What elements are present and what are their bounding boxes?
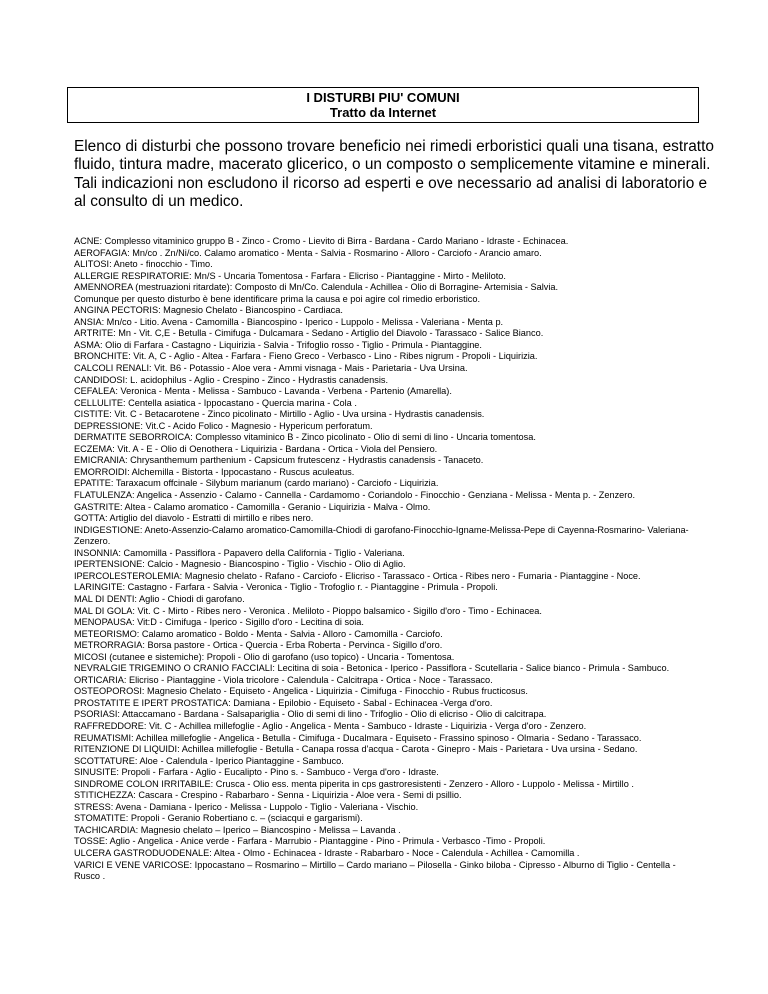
remedy-entry: STOMATITE: Propoli - Geranio Robertiano c. – (sciacqui e gargarismi). (74, 813, 363, 824)
remedy-entry: CELLULITE: Centella asiatica - Ippocastano - Quercia marina - Cola . (74, 397, 357, 408)
remedy-entry: DEPRESSIONE: Vit.C - Acido Folico - Magnesio - Hypericum perforatum. (74, 420, 373, 431)
remedy-entry: ALITOSI: Aneto - finocchio - Timo. (74, 259, 213, 270)
remedy-entry: Comunque per questo disturbo è bene identificare prima la causa e poi agire col rimedio erboristico. (74, 293, 481, 304)
remedy-entry: ORTICARIA: Elicriso - Piantaggine - Viola tricolore - Calendula - Calcitrapa - Ortica - Noce - Tarassaco. (74, 674, 493, 685)
remedy-list (74, 236, 704, 883)
page-subtitle: Tratto da Internet (329, 105, 437, 120)
remedy-entry: AEROFAGIA: Mn/co . Zn/Ni/co. Calamo aromatico - Menta - Salvia - Rosmarino - Alloro - Carciofo - Arancio amaro. (74, 247, 542, 258)
intro-paragraph: Tali indicazioni non escludono il ricorso ad esperti e ove necessario ad analisi di laboratorio e al consulto di un medico. (74, 174, 708, 210)
remedy-entry: IPERCOLESTEROLEMIA: Magnesio chelato - Rafano - Carciofo - Elicriso - Tarassaco - Ortica - Ribes nero - Fumaria - Piantaggine - Noce. (74, 570, 641, 581)
remedy-entry: SINUSITE: Propoli - Farfara - Aglio - Eucalipto - Pino s. - Sambuco - Verga d'oro - Idraste. (74, 767, 439, 778)
remedy-entry: INSONNIA: Camomilla - Passiflora - Papavero della California - Tiglio - Valeriana. (74, 547, 405, 558)
remedy-entry: EPATITE: Taraxacum offcinale - Silybum marianum (cardo mariano) - Carciofo - Liquirizia. (74, 478, 439, 489)
page-title: I DISTURBI PIU' COMUNI (306, 90, 460, 105)
remedy-entry: ULCERA GASTRODUODENALE: Altea - Olmo - Echinacea - Idraste - Rabarbaro - Noce - Calendula - Achillea - Camomilla . (74, 847, 580, 858)
remedy-entry: GASTRITE: Altea - Calamo aromatico - Camomilla - Geranio - Liquirizia - Malva - Olmo. (74, 501, 431, 512)
title-box (67, 87, 699, 123)
remedy-entry: ARTRITE: Mn - Vit. C,E - Betulla - Cimifuga - Dulcamara - Sedano - Artiglio del Diavolo - Tarassaco - Salice Bianco. (74, 328, 544, 339)
remedy-entry: NEVRALGIE TRIGEMINO O CRANIO FACCIALI: Lecitina di soia - Betonica - Iperico - Passiflora - Scutellaria - Salice bianco - Primula - Sambuco. (74, 663, 670, 674)
remedy-entry: STRESS: Avena - Damiana - Iperico - Melissa - Luppolo - Tiglio - Valeriana - Vischio. (74, 801, 419, 812)
remedy-entry: SCOTTATURE: Aloe - Calendula - Iperico Piantaggine - Sambuco. (74, 755, 344, 766)
remedy-entry: ALLERGIE RESPIRATORIE: Mn/S - Uncaria Tomentosa - Farfara - Elicriso - Piantaggine - Mirto - Meliloto. (74, 270, 506, 281)
remedy-entry: EMICRANIA: Chrysanthemum parthenium - Capsicum frutescenz - Hydrastis canadensis - Tanaceto. (74, 455, 484, 466)
remedy-entry: METEORISMO: Calamo aromatico - Boldo - Menta - Salvia - Alloro - Camomilla - Carciofo. (74, 628, 443, 639)
remedy-entry: CALCOLI RENALI: Vit. B6 - Potassio - Aloe vera - Ammi visnaga - Mais - Parietaria - Uva Ursina. (74, 363, 468, 374)
remedy-entry: PSORIASI: Attaccamano - Bardana - Salsapariglia - Olio di semi di lino - Trifoglio - Olio di elicriso - Olio di calcitrapa. (74, 709, 547, 720)
remedy-entry: TOSSE: Aglio - Angelica - Anice verde - Farfara - Marrubio - Piantaggine - Pino - Primula - Verbasco -Timo - Propoli. (74, 836, 546, 847)
remedy-entry: OSTEOPOROSI: Magnesio Chelato - Equiseto - Angelica - Liquirizia - Cimifuga - Finocchio - Rubus fructicosus. (74, 686, 528, 697)
remedy-entry: PROSTATITE E IPERT PROSTATICA: Damiana - Epilobio - Equiseto - Sabal - Echinacea -Verga d'oro. (74, 697, 493, 708)
remedy-entry: CEFALEA: Veronica - Menta - Melissa - Sambuco - Lavanda - Verbena - Partenio (Amarella). (74, 386, 452, 397)
remedy-entry: ASMA: Olio di Farfara - Castagno - Liquirizia - Salvia - Trifoglio rosso - Tiglio - Primula - Piantaggine. (74, 339, 482, 350)
remedy-entry: MAL DI GOLA: Vit. C - Mirto - Ribes nero - Veronica . Meliloto - Pioppo balsamico - Sigillo d'oro - Timo - Echinacea. (74, 605, 542, 616)
intro-paragraph: Elenco di disturbi che possono trovare beneficio nei rimedi erboristici quali una tisana, estratto fluido, tintura madre, macerato glicerico, o un composto o semplicemente vitamine e minerali. (74, 138, 714, 174)
remedy-entry: FLATULENZA: Angelica - Assenzio - Calamo - Cannella - Cardamomo - Coriandolo - Finocchio - Genziana - Melissa - Menta p. - Zenzero. (74, 490, 635, 501)
remedy-entry: ANSIA: Mn/co - Litio. Avena - Camomilla - Biancospino - Iperico - Luppolo - Melissa - Valeriana - Menta p. (74, 316, 504, 327)
remedy-entry: ECZEMA: Vit. A - E - Olio di Oenothera - Liquirizia - Bardana - Ortica - Viola del Pensiero. (74, 443, 438, 454)
remedy-entry: DERMATITE SEBORROICA: Complesso vitaminico B - Zinco picolinato - Olio di semi di lino - Uncaria tomentosa. (74, 432, 536, 443)
remedy-entry: MENOPAUSA: Vit:D - Cimifuga - Iperico - Sigillo d'oro - Lecitina di soia. (74, 617, 364, 628)
remedy-entry: RAFFREDDORE: Vit. C - Achillea millefoglie - Aglio - Angelica - Menta - Sambuco - Idraste - Liquirizia - Verga d'oro - Zenzero. (74, 720, 587, 731)
remedy-entry: METRORRAGIA: Borsa pastore - Ortica - Quercia - Erba Roberta - Pervinca - Sigillo d'oro. (74, 640, 443, 651)
remedy-entry: ACNE: Complesso vitaminico gruppo B - Zinco - Cromo - Lievito di Birra - Bardana - Cardo Mariano - Idraste - Echinacea. (74, 236, 569, 246)
remedy-entry: RITENZIONE DI LIQUIDI: Achillea millefoglie - Betulla - Canapa rossa d'acqua - Carota - Ginepro - Mais - Parietara - Uva ursina - Sedano. (74, 744, 638, 755)
remedy-entry: TACHICARDIA: Magnesio chelato – Iperico – Biancospino - Melissa – Lavanda . (74, 824, 401, 835)
remedy-entry: LARINGITE: Castagno - Farfara - Salvia - Veronica - Tiglio - Trofoglio r. - Piantaggine - Primula - Propoli. (74, 582, 498, 593)
remedy-entry: AMENNOREA (mestruazioni ritardate): Composto di Mn/Co. Calendula - Achillea - Olio di Borragine- Artemisia - Salvia. (74, 282, 559, 293)
remedy-entry: SINDROME COLON IRRITABILE: Crusca - Olio ess. menta piperita in cps gastroresistenti - Zenzero - Alloro - Luppolo - Melissa - Mirtillo . (74, 778, 634, 789)
remedy-entry: MICOSI (cutanee e sistemiche): Propoli - Olio di garofano (uso topico) - Uncaria - Tomentosa. (74, 651, 455, 662)
remedy-entry: CANDIDOSI: L. acidophilus - Aglio - Crespino - Zinco - Hydrastis canadensis. (74, 374, 389, 385)
remedy-entry: BRONCHITE: Vit. A, C - Aglio - Altea - Farfara - Fieno Greco - Verbasco - Lino - Ribes nigrum - Propoli - Liquirizia. (74, 351, 538, 362)
intro-text (74, 138, 714, 211)
remedy-entry: ANGINA PECTORIS: Magnesio Chelato - Biancospino - Cardiaca. (74, 305, 343, 316)
remedy-entry: GOTTA: Artiglio del diavolo - Estratti di mirtillo e ribes nero. (74, 513, 314, 524)
remedy-entry: STITICHEZZA: Cascara - Crespino - Rabarbaro - Senna - Liquirizia - Aloe vera - Semi di psillio. (74, 790, 462, 801)
remedy-entry: VARICI E VENE VARICOSE: Ippocastano – Rosmarino – Mirtillo – Cardo mariano – Pilosella - Ginko biloba - Cipresso - Alburno di Tiglio - Centella - Rusco . (74, 859, 676, 882)
remedy-entry: CISTITE: Vit. C - Betacarotene - Zinco picolinato - Mirtillo - Aglio - Uva ursina - Hydrastis canadensis. (74, 409, 485, 420)
remedy-entry: MAL DI DENTI: Aglio - Chiodi di garofano. (74, 593, 245, 604)
remedy-entry: INDIGESTIONE: Aneto-Assenzio-Calamo aromatico-Camomilla-Chiodi di garofano-Finocchio-Igname-Melissa-Pepe di Cayenna-Rosmarino- Valeriana-Zenzero. (74, 524, 689, 547)
remedy-entry: REUMATISMI: Achillea millefoglie - Angelica - Betulla - Cimifuga - Ducalmara - Equiseto - Frassino spinoso - Olmaria - Sedano - Tarassaco. (74, 732, 642, 743)
remedy-entry: EMORROIDI: Alchemilla - Bistorta - Ippocastano - Ruscus aculeatus. (74, 466, 355, 477)
remedy-entry: IPERTENSIONE: Calcio - Magnesio - Biancospino - Tiglio - Vischio - Olio di Aglio. (74, 559, 406, 570)
